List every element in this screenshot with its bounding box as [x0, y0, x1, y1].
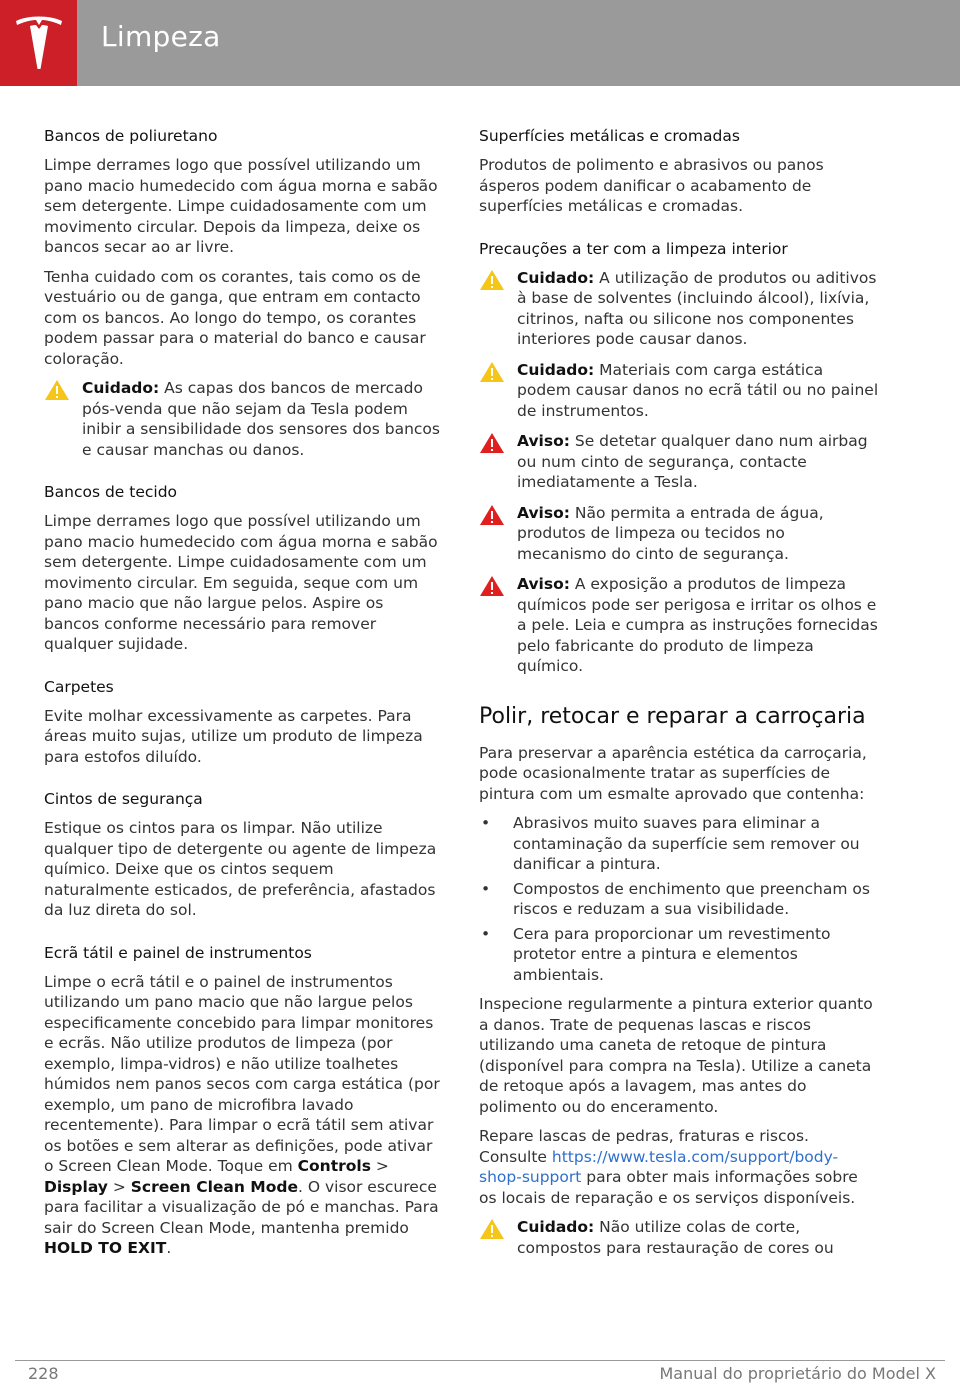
menu-path-display: Display [44, 1177, 108, 1196]
paragraph: Tenha cuidado com os corantes, tais como os de vestuário ou de ganga, que entram em contacto com os bancos. Ao longo do tempo, os corantes podem passar para o material do banco e causar coloração. [44, 267, 426, 368]
paragraph: Estique os cintos para os limpar. Não utilize qualquer tipo de detergente ou agente de limpeza químico. Deixe que os cintos sequem naturalmente esticados, de preferência, afastados da luz direta do sol. [44, 819, 437, 919]
left-column [44, 126, 440, 1281]
paragraph: Limpe derrames logo que possível utilizando um pano macio humedecido com água morna e sabão sem detergente. Limpe cuidadosamente com um movimento circular. Depois da limpeza, deixe os bancos secar ao ar livre. [44, 156, 438, 256]
caution-triangle-icon [44, 379, 70, 401]
menu-path-screen-clean: Screen Clean Mode [130, 1177, 298, 1196]
note-text: Materiais com carga estática podem causar danos no ecrã tátil ou no painel de instrumentos. [517, 360, 879, 420]
note-label: Cuidado: [517, 1218, 595, 1236]
note-label: Cuidado: [517, 360, 595, 379]
paragraph: Evite molhar excessivamente as carpetes. Para áreas muito sujas, utilize um produto de limpeza para estofos diluído. [44, 706, 423, 766]
section-interior-precautions [479, 239, 879, 677]
page-number: 228 [28, 1364, 59, 1383]
note-label: Aviso: [517, 575, 570, 593]
section-heading: Superfícies metálicas e cromadas [479, 127, 740, 145]
caution-note [479, 360, 879, 422]
caution-note [479, 268, 879, 350]
section-touchscreen [44, 943, 440, 1259]
note-text: As capas dos bancos de mercado pós-venda que não sejam da Tesla podem inibir a sensibilidade dos sensores dos bancos e causar manchas ou danos. [82, 379, 440, 459]
caution-triangle-icon [479, 1218, 505, 1240]
section-heading: Bancos de poliuretano [44, 127, 218, 145]
section-title-bodywork: Polir, retocar e reparar a carroçaria [479, 703, 866, 729]
tesla-logo-icon [14, 15, 64, 71]
section-heading: Cintos de segurança [44, 790, 203, 808]
text-run: Repare lascas de pedras, fraturas e riscos. Consulte [479, 1127, 809, 1166]
warning-note [479, 574, 879, 677]
note-text: Se detetar qualquer dano num airbag ou num cinto de segurança, contacte imediatamente a Tesla. [517, 432, 868, 491]
note-label: Aviso: [517, 503, 570, 522]
warning-note [479, 431, 879, 493]
body-shop-support-link[interactable]: https://www.tesla.com/support/body-shop-support [479, 1147, 839, 1186]
hold-to-exit-label: HOLD TO EXIT [44, 1239, 167, 1257]
list-item: • Cera para proporcionar um revestimento protetor entre a pintura e elementos ambientais. [479, 924, 879, 986]
warning-triangle-icon [479, 432, 505, 454]
caution-triangle-icon [479, 361, 505, 383]
paragraph: Inspecione regularmente a pintura exterior quanto a danos. Trate de pequenas lascas e riscos utilizando uma caneta de retoque de pintura (disponível para compra na Tesla). Utilize a caneta de retoque após a lavagem, mas antes do polimento ou do enceramento. [479, 995, 873, 1116]
note-text: A utilização de produtos ou aditivos à base de solventes (incluindo álcool), lixívia, citrinos, nafta ou silicone nos componentes interiores pode causar danos. [517, 268, 877, 348]
text-run: Limpe o ecrã tátil e o painel de instrumentos utilizando um pano macio que não largue pelos especificamente concebido para limpar monitores e ecrãs. Não utilize produtos de limpeza (por exemplo, limpa-vidros) e não utilize toalhetes húmidos nem panos secos com carga estática (por exemplo, um pano de microfibra lavado recentemente). Para limpar o ecrã tátil sem ativar os botões e sem alterar as definições, pode ativar o Screen Clean Mode. Toque em [44, 972, 440, 1175]
caution-note [44, 378, 440, 460]
warning-triangle-icon [479, 575, 505, 597]
precaution-notes [479, 268, 879, 677]
list-item: • Abrasivos muito suaves para eliminar a contaminação da superfície sem remover ou danificar a pintura. [479, 813, 879, 875]
note-label: Cuidado: [517, 268, 595, 287]
section-seatbelts [44, 789, 440, 921]
section-heading: Ecrã tátil e painel de instrumentos [44, 943, 312, 962]
tesla-logo [0, 0, 77, 86]
list-item: • Compostos de enchimento que preencham os riscos e reduzam a sua visibilidade. [479, 879, 879, 920]
text-run: para obter mais informações sobre os locais de reparação e os serviços disponíveis. [479, 1168, 858, 1207]
paragraph [44, 972, 440, 1259]
paragraph: Produtos de polimento e abrasivos ou panos ásperos podem danificar o acabamento de superfícies metálicas e cromadas. [479, 156, 824, 215]
note-text: A exposição a produtos de limpeza químicos pode ser perigosa e irritar os olhos e a pele. Leia e cumpra as instruções fornecidas pelo fabricante do produto de limpeza químico. [517, 575, 878, 675]
caution-note [479, 1217, 879, 1258]
paragraph: Limpe derrames logo que possível utilizando um pano macio humedecido com água morna e sabão sem detergente. Limpe cuidadosamente com um movimento circular. Em seguida, seque com um pano macio que não largue pelos. Aspire os bancos conforme necessário para remover qualquer sujidade. [44, 512, 438, 653]
note-label: Cuidado: [82, 379, 160, 397]
text-run: . O visor escurece para facilitar a visualização de pó e manchas. Para sair do Screen Clean Mode, mantenha premido [44, 1177, 439, 1237]
paragraph [479, 1126, 879, 1208]
footer-divider [15, 1360, 945, 1361]
page-title: Limpeza [101, 20, 221, 53]
warning-note [479, 503, 879, 565]
section-carpets [44, 677, 440, 768]
menu-path-controls: Controls [297, 1157, 371, 1175]
right-column [479, 126, 879, 1268]
footer-manual-title: Manual do proprietário do Model X [659, 1364, 936, 1383]
section-heading: Bancos de tecido [44, 483, 178, 501]
warning-triangle-icon [479, 504, 505, 526]
paragraph: Para preservar a aparência estética da carroçaria, pode ocasionalmente tratar as superfícies de pintura com um esmalte aprovado que contenha: [479, 743, 867, 803]
section-heading: Precauções a ter com a limpeza interior [479, 239, 788, 258]
note-text: Não utilize colas de corte, compostos para restauração de cores ou [517, 1218, 834, 1257]
text-run: > [370, 1157, 389, 1175]
bullet-list [479, 813, 879, 985]
text-run: . [166, 1239, 172, 1257]
note-label: Aviso: [517, 432, 570, 450]
note-text: Não permita a entrada de água, produtos de limpeza ou tecidos no mecanismo do cinto de segurança. [517, 503, 824, 563]
page-header [0, 0, 960, 86]
section-fabric-seats [44, 482, 440, 655]
caution-triangle-icon [479, 269, 505, 291]
section-metal-chrome [479, 126, 879, 217]
section-polyurethane-seats [44, 126, 440, 460]
text-run: > [107, 1177, 131, 1196]
section-heading: Carpetes [44, 677, 114, 696]
